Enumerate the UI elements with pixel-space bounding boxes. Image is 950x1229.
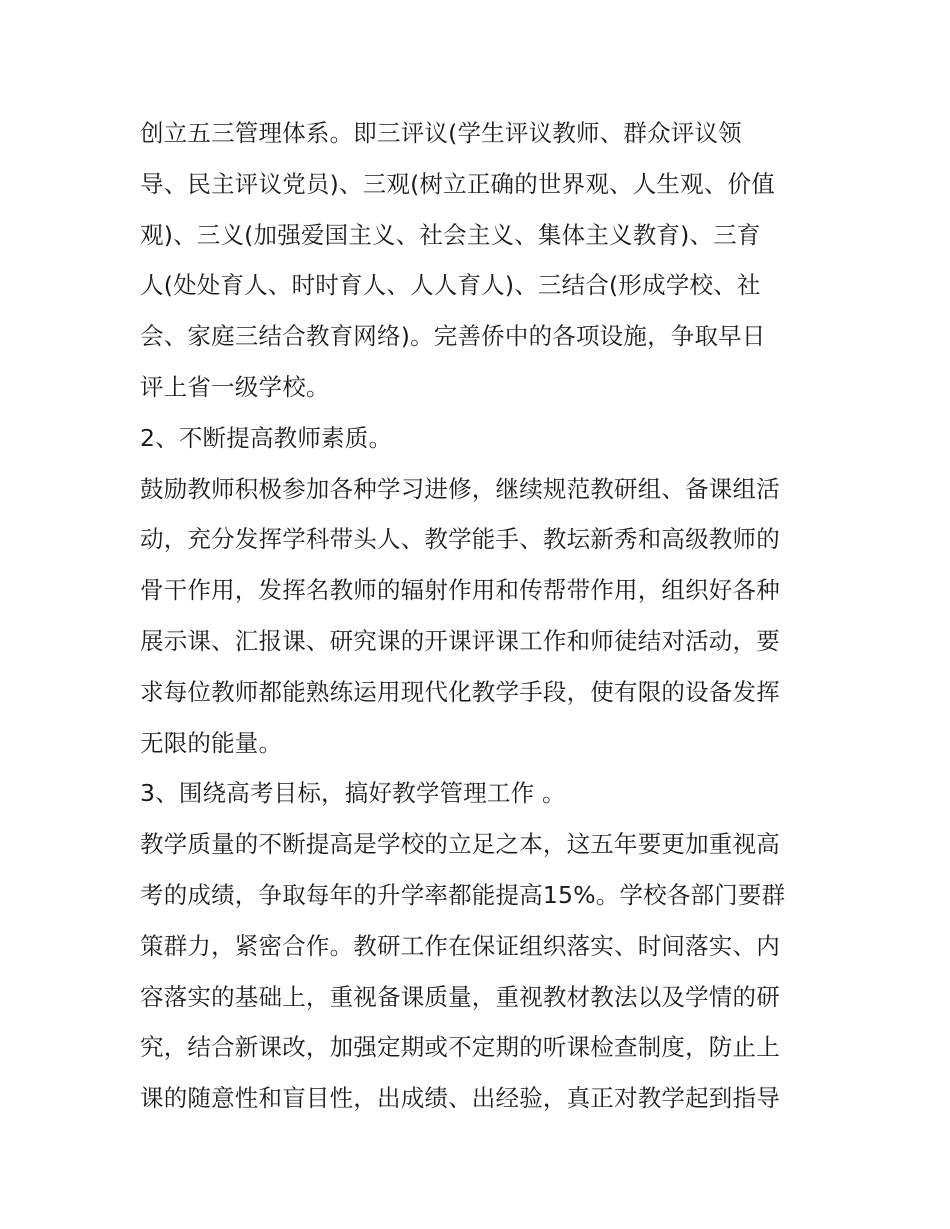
section-heading: 2、不断提高教师素质。 xyxy=(140,423,393,452)
text-line: 究，结合新课改，加强定期或不定期的听课检查制度，防止上 xyxy=(140,1033,780,1062)
section-heading: 3、围绕高考目标，搞好教学管理工作 。 xyxy=(140,779,566,808)
text-line: 考的成绩，争取每年的升学率都能提高15%。学校各部门要群 xyxy=(140,880,786,909)
text-line: 策群力，紧密合作。教研工作在保证组织落实、时间落实、内 xyxy=(140,931,780,960)
text-line: 骨干作用，发挥名教师的辐射作用和传帮带作用，组织好各种 xyxy=(140,576,780,605)
text-line: 展示课、汇报课、研究课的开课评课工作和师徒结对活动，要 xyxy=(140,626,780,655)
text-line: 教学质量的不断提高是学校的立足之本，这五年要更加重视高 xyxy=(140,830,780,859)
text-line: 课的随意性和盲目性，出成绩、出经验，真正对教学起到指导 xyxy=(140,1084,780,1113)
text-line: 会、家庭三结合教育网络)。完善侨中的各项设施，争取早日 xyxy=(140,322,766,351)
text-line: 无限的能量。 xyxy=(140,728,283,757)
text-line: 观)、三义(加强爱国主义、社会主义、集体主义教育)、三育 xyxy=(140,220,761,249)
text-line: 容落实的基础上，重视备课质量，重视教材教法以及学情的研 xyxy=(140,982,780,1011)
text-line: 创立五三管理体系。即三评议(学生评议教师、群众评议领 xyxy=(140,119,742,147)
text-line: 人(处处育人、时时育人、人人育人)、三结合(形成学校、社 xyxy=(140,271,761,300)
text-line: 导、民主评议党员)、三观(树立正确的世界观、人生观、价值 xyxy=(140,169,775,198)
text-line: 评上省一级学校。 xyxy=(140,372,330,401)
text-line: 动，充分发挥学科带头人、教学能手、教坛新秀和高级教师的 xyxy=(140,525,780,554)
text-line: 求每位教师都能熟练运用现代化教学手段，使有限的设备发挥 xyxy=(140,677,780,706)
document-body xyxy=(140,108,820,1124)
text-line: 鼓励教师积极参加各种学习进修，继续规范教研组、备课组活 xyxy=(140,474,780,503)
